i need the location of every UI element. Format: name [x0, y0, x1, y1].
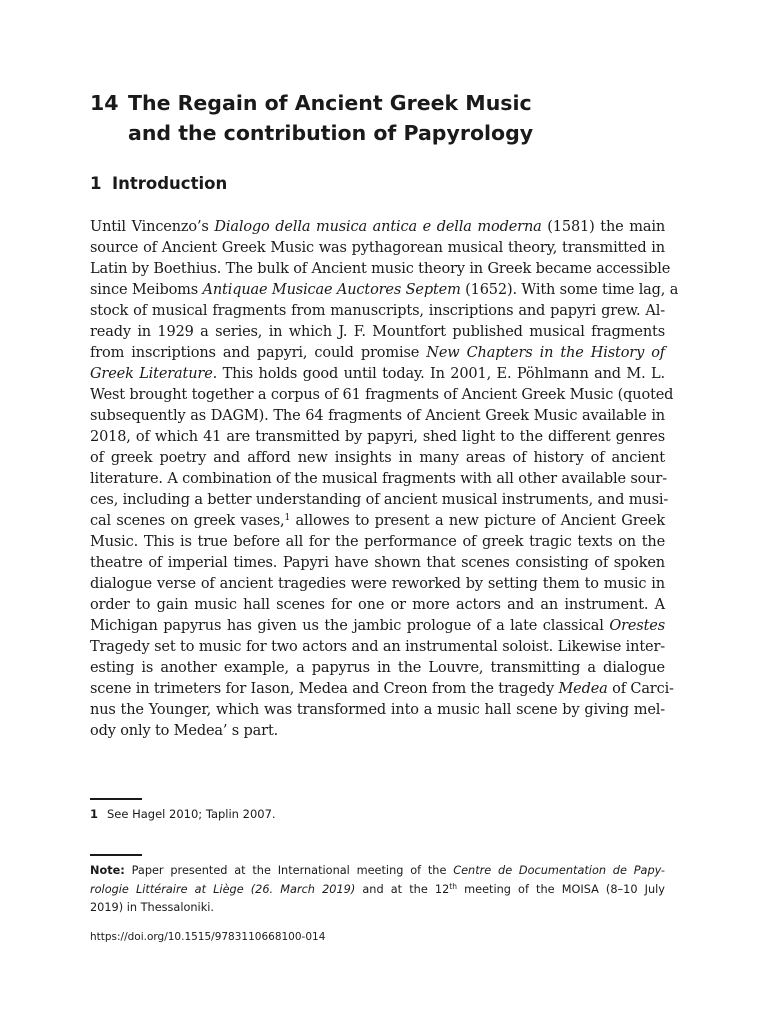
footnote-number: 1 — [90, 807, 99, 821]
text-line: of greek poetry and afford new insights in many areas of history of ancient — [90, 450, 665, 466]
text-line: Until Vincenzo’s Dialogo della musica antica e della moderna (1581) the main — [90, 219, 666, 235]
doi-link[interactable]: https://doi.org/10.1515/9783110668100-014 — [90, 931, 326, 943]
section-title-text: Introduction — [112, 174, 228, 193]
text-line: cal scenes on greek vases,$^1$ allowes to present a new picture of Ancient Greek — [90, 513, 665, 529]
text-line: subsequently as DAGM). The 64 fragments of Ancient Greek Music available in — [90, 408, 665, 424]
chapter-title-line1: The Regain of Ancient Greek Music — [128, 91, 532, 115]
footnote — [90, 806, 276, 822]
text-line: literature. A combination of the musical fragments with all other available sour- — [90, 471, 667, 487]
text-line: order to gain music hall scenes for one or more actors and an instrument. A — [90, 597, 665, 613]
footnote-ref[interactable]: 1 — [284, 513, 291, 523]
note-line: rologie Littéraire at Liège (26. March 2019) and at the 12th meeting of the MOISA (8–10 July — [90, 881, 665, 896]
text-line: West brought together a corpus of 61 fragments of Ancient Greek Music (quoted — [90, 387, 674, 403]
text-line: dialogue verse of ancient tragedies were reworked by setting them to music in — [90, 576, 665, 592]
section-title — [90, 173, 227, 195]
note-line: Note: Paper presented at the International meeting of the Centre de Documentation de Papy- — [90, 864, 665, 877]
text-line: nus the Younger, which was transformed into a music hall scene by giving mel- — [90, 702, 665, 718]
text-line: ces, including a better understanding of ancient musical instruments, and musi- — [90, 492, 669, 508]
chapter-title — [90, 88, 690, 148]
text-line: Latin by Boethius. The bulk of Ancient music theory in Greek became accessible — [90, 261, 671, 277]
text-line: ody only to Medea’ s part. — [90, 723, 279, 739]
text-line: stock of musical fragments from manuscripts, inscriptions and papyri grew. Al- — [90, 303, 665, 319]
text-line: scene in trimeters for Iason, Medea and Creon from the tragedy Medea of Carci- — [90, 681, 674, 697]
text-line: source of Ancient Greek Music was pythagorean musical theory, transmitted in — [90, 240, 665, 256]
section-number: 1 — [90, 174, 102, 193]
text-line: from inscriptions and papyri, could promise New Chapters in the History of — [90, 345, 666, 361]
body-paragraph — [90, 217, 679, 742]
text-line: Greek Literature. This holds good until today. In 2001, E. Pöhlmann and M. L. — [90, 366, 665, 382]
text-line: Tragedy set to music for two actors and an instrumental soloist. Likewise inter- — [90, 639, 665, 655]
note-label: Note: — [90, 864, 125, 877]
note-rule — [90, 854, 142, 856]
text-line: esting is another example, a papyrus in the Louvre, transmitting a dialogue — [90, 660, 665, 676]
text-line: since Meiboms Antiquae Musicae Auctores Septem (1652). With some time lag, a — [90, 282, 679, 298]
text-line: Michigan papyrus has given us the jambic prologue of a late classical Orestes — [90, 618, 665, 634]
text-line: theatre of imperial times. Papyri have shown that scenes consisting of spoken — [90, 555, 665, 571]
chapter-note — [90, 862, 665, 918]
footnote-text: See Hagel 2010; Taplin 2007. — [107, 807, 276, 821]
text-line: ready in 1929 a series, in which J. F. Mountfort published musical fragments — [90, 324, 665, 340]
text-line: Music. This is true before all for the performance of greek tragic texts on the — [90, 534, 665, 550]
note-line: 2019) in Thessaloniki. — [90, 901, 214, 914]
text-line: 2018, of which 41 are transmitted by papyri, shed light to the different genres — [90, 429, 665, 445]
chapter-title-line2: and the contribution of Papyrology — [128, 121, 534, 145]
footnote-rule — [90, 798, 142, 800]
chapter-number: 14 — [90, 91, 119, 115]
